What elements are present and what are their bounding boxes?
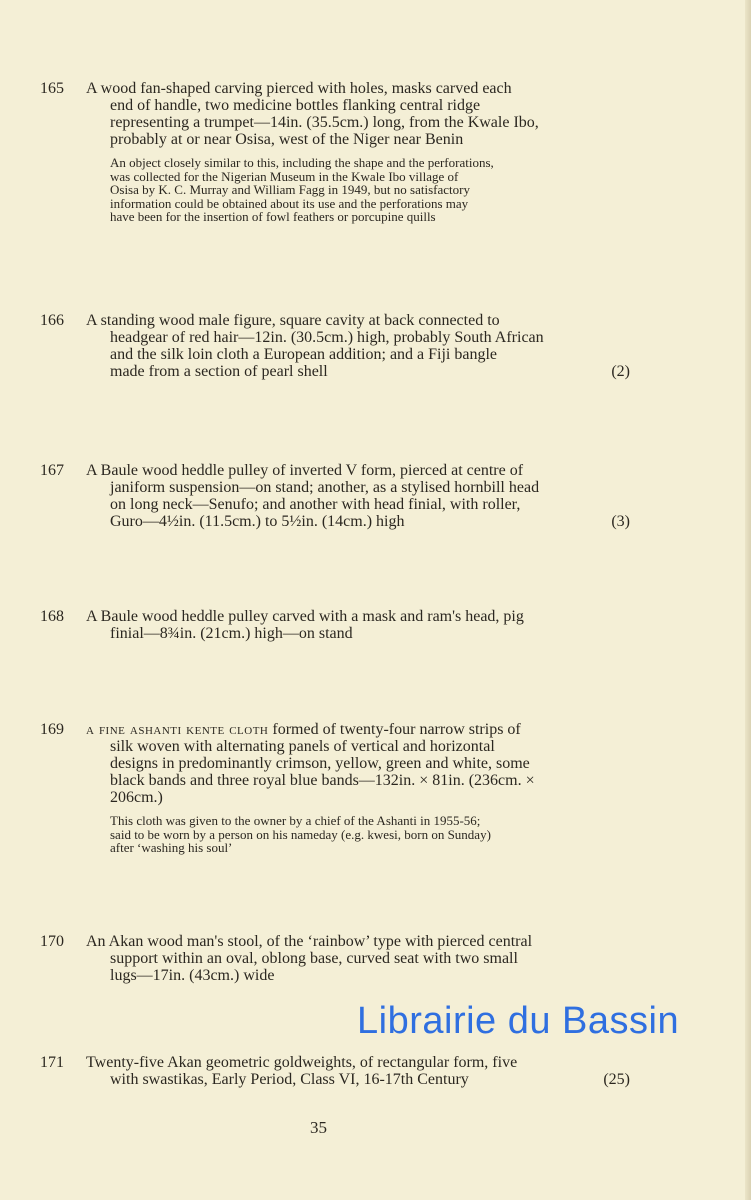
lot-165 [40,80,630,224]
note-line: was collected for the Nigerian Museum in the Kwale Ibo village of [110,168,459,184]
note-line: have been for the insertion of fowl feathers or porcupine quills [110,209,436,224]
lot-caps-lead: a fine ashanti kente cloth [86,721,269,738]
lot-note [86,156,630,224]
note-line: said to be worn by a person on his nameday (e.g. kwesi, born on Sunday) [110,826,491,842]
note-line: Osisa by K. C. Murray and William Fagg in 1949, but no satisfactory [110,182,470,197]
lot-line-text: Guro—4½in. (11.5cm.) to 5½in. (14cm.) high [110,513,405,530]
lot-line: lugs—17in. (43cm.) wide [110,967,275,984]
lot-line: on long neck—Senufo; and another with head finial, with roller, [110,496,521,513]
lot-description [86,608,630,642]
lot-quantity: (2) [611,363,630,380]
lot-line: A Baule wood heddle pulley of inverted V form, pierced at centre of [86,462,524,479]
lot-line-text: made from a section of pearl shell [110,363,328,380]
lot-number: 167 [40,462,64,479]
lot-line-text: with swastikas, Early Period, Class VI, 16-17th Century [110,1071,469,1088]
lot-line: An Akan wood man's stool, of the ‘rainbow’ type with pierced central [86,933,533,950]
lot-line: black bands and three royal blue bands—132in. × 81in. (236cm. × [110,772,535,789]
note-line: after ‘washing his soul’ [110,840,233,855]
lot-number: 169 [40,721,64,738]
lot-line [86,721,630,738]
note-line: An object closely similar to this, including the shape and the perforations, [110,155,494,170]
lot-description [86,80,630,224]
lot-line: A Baule wood heddle pulley carved with a mask and ram's head, pig [86,608,524,625]
lot-line: designs in predominantly crimson, yellow, green and white, some [110,755,530,772]
lot-line: probably at or near Osisa, west of the Niger near Benin [110,131,464,148]
lot-quantity: (3) [611,513,630,530]
lot-number: 168 [40,608,64,625]
lot-number: 170 [40,933,64,950]
lot-line: janiform suspension—on stand; another, as a stylised hornbill head [110,479,540,496]
lot-line: A standing wood male figure, square cavity at back connected to [86,312,500,329]
lot-line: headgear of red hair—12in. (30.5cm.) high, probably South African [110,329,544,346]
lot-description [86,312,630,380]
page-edge [745,0,751,1200]
lot-167 [40,462,630,530]
page-number: 35 [310,1118,327,1137]
lot-line: A wood fan-shaped carving pierced with holes, masks carved each [86,80,512,97]
lot-171 [40,1054,630,1088]
lot-line: and the silk loin cloth a European addition; and a Fiji bangle [110,346,498,363]
lot-line: end of handle, two medicine bottles flanking central ridge [110,97,481,114]
lot-line: representing a trumpet—14in. (35.5cm.) long, from the Kwale Ibo, [110,114,539,131]
lot-168 [40,608,630,642]
note-line: This cloth was given to the owner by a chief of the Ashanti in 1955-56; [110,813,481,828]
lot-number: 166 [40,312,64,329]
lot-line [86,363,630,380]
lot-quantity: (25) [603,1071,630,1088]
lot-line: Twenty-five Akan geometric goldweights, of rectangular form, five [86,1054,518,1071]
lot-number: 171 [40,1054,64,1071]
lot-line [86,1071,630,1088]
lot-166 [40,312,630,380]
lot-description [86,933,630,984]
lot-line: finial—8¾in. (21cm.) high—on stand [110,625,353,642]
lot-line: 206cm.) [110,789,163,806]
lot-line-text: formed of twenty-four narrow strips of [268,721,521,738]
lot-number: 165 [40,80,64,97]
lot-169 [40,721,630,855]
lot-description [86,1054,630,1088]
lot-description [86,721,630,855]
lot-line [86,513,630,530]
lot-note [86,814,630,855]
lot-line: silk woven with alternating panels of vertical and horizontal [110,738,495,755]
lot-170 [40,933,630,984]
lot-line: support within an oval, oblong base, curved seat with two small [110,950,518,967]
watermark-text: Librairie du Bassin [357,1000,680,1042]
note-line: information could be obtained about its use and the perforations may [110,195,469,211]
lot-description [86,462,630,530]
